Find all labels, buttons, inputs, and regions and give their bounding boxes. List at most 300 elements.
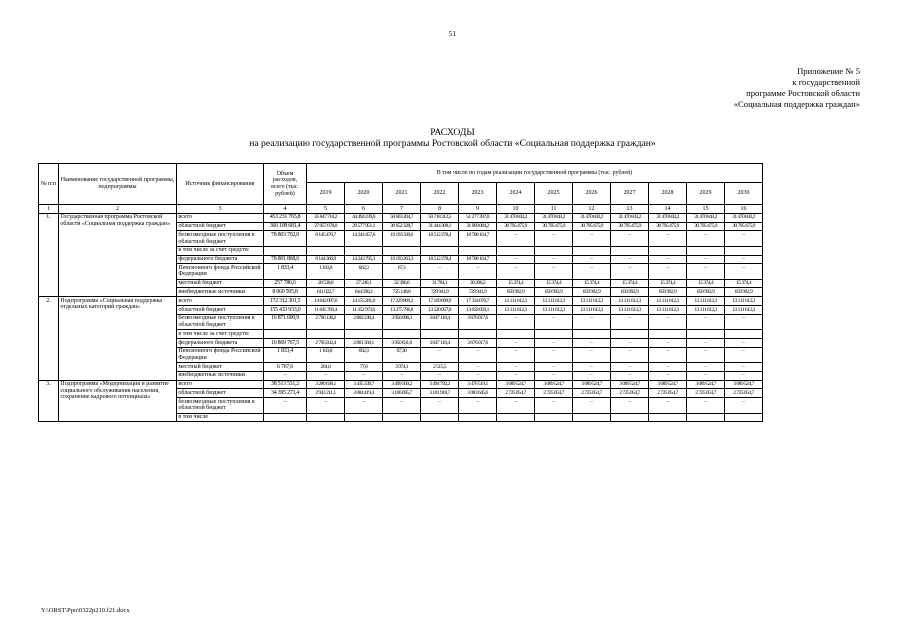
year-amount bbox=[649, 246, 687, 255]
funding-source: областной бюджет bbox=[177, 389, 264, 398]
year-amount: 31 470 843,2 bbox=[649, 213, 687, 222]
year-amount: 13 111 612,3 bbox=[725, 297, 763, 306]
document-title-block bbox=[0, 127, 905, 149]
year-amount: 13 111 612,3 bbox=[687, 297, 725, 306]
funding-source: внебюджетные источники bbox=[177, 288, 264, 297]
year-amount: 659 992,9 bbox=[649, 288, 687, 297]
year-amount: 31 809 084,2 bbox=[459, 222, 497, 231]
column-number: 9 bbox=[459, 205, 497, 214]
year-amount: 11 352 973,6 bbox=[345, 306, 383, 315]
year-amount: 31 470 843,2 bbox=[497, 213, 535, 222]
year-amount: – bbox=[497, 314, 535, 329]
column-number: 1 bbox=[39, 205, 59, 214]
column-number: 4 bbox=[264, 205, 307, 214]
year-amount: – bbox=[497, 398, 535, 413]
year-amount: – bbox=[611, 338, 649, 347]
year-amount: – bbox=[497, 371, 535, 380]
year-amount: 30 795 475,9 bbox=[611, 222, 649, 231]
total-amount: – bbox=[264, 398, 307, 413]
total-amount: 1 833,4 bbox=[264, 264, 307, 279]
year-amount: 17 334 076,7 bbox=[459, 297, 497, 306]
year-amount: 3 647 118,4 bbox=[421, 338, 459, 347]
row-number: 3. bbox=[39, 380, 59, 422]
year-amount bbox=[497, 413, 535, 422]
header-source: Источник финансирования bbox=[177, 164, 264, 205]
total-amount: 38 513 531,2 bbox=[264, 380, 307, 389]
year-amount: 13 111 612,3 bbox=[649, 297, 687, 306]
year-amount: 3 101 918,7 bbox=[421, 389, 459, 398]
year-amount: 13 658 059,1 bbox=[459, 306, 497, 315]
year-amount: – bbox=[649, 314, 687, 329]
year-amount: 13 520 057,0 bbox=[421, 306, 459, 315]
year-amount: 27 057 678,0 bbox=[307, 222, 345, 231]
year-amount bbox=[573, 413, 611, 422]
year-amount: – bbox=[497, 255, 535, 264]
year-amount bbox=[725, 330, 763, 339]
year-amount: – bbox=[573, 363, 611, 372]
header-year: 2026 bbox=[573, 183, 611, 205]
year-amount: – bbox=[649, 231, 687, 246]
header-year: 2028 bbox=[649, 183, 687, 205]
year-amount: – bbox=[573, 314, 611, 329]
year-amount: – bbox=[611, 347, 649, 362]
year-amount: – bbox=[687, 398, 725, 413]
year-amount: – bbox=[573, 264, 611, 279]
year-amount: – bbox=[573, 347, 611, 362]
total-amount: 34 395 273,4 bbox=[264, 389, 307, 398]
year-amount: – bbox=[459, 264, 497, 279]
header-name: Наименование государственной программы, подпрограммы bbox=[59, 164, 177, 205]
year-amount: 3 499 569,2 bbox=[383, 380, 421, 389]
total-amount: 78 803 702,0 bbox=[264, 231, 307, 246]
total-amount: 1 833,4 bbox=[264, 347, 307, 362]
year-amount: 3 089 524,7 bbox=[611, 380, 649, 389]
program-name: Подпрограмма «Модернизация и развитие социального обслуживания населения, сохранение кадрового потенциала» bbox=[59, 380, 177, 422]
year-amount: – bbox=[421, 264, 459, 279]
funding-source: в том числе за счет средств: bbox=[177, 246, 264, 255]
header-year: 2022 bbox=[421, 183, 459, 205]
year-amount: – bbox=[497, 347, 535, 362]
year-amount: 30 652 328,7 bbox=[383, 222, 421, 231]
funding-source: областной бюджет bbox=[177, 306, 264, 315]
year-amount: 27 240,1 bbox=[345, 279, 383, 288]
total-amount: 172 312 301,5 bbox=[264, 297, 307, 306]
year-amount: 2 802 230,4 bbox=[345, 314, 383, 329]
year-amount bbox=[611, 330, 649, 339]
year-amount: 19 193 330,6 bbox=[383, 231, 421, 246]
year-amount: – bbox=[573, 255, 611, 264]
year-amount: – bbox=[459, 363, 497, 372]
year-amount: 611 022,7 bbox=[307, 288, 345, 297]
column-number: 3 bbox=[177, 205, 264, 214]
year-amount bbox=[459, 413, 497, 422]
year-amount: – bbox=[725, 255, 763, 264]
column-number: 10 bbox=[497, 205, 535, 214]
year-amount: 13 111 612,3 bbox=[611, 306, 649, 315]
year-amount: 44 494 239,0 bbox=[345, 213, 383, 222]
year-amount: – bbox=[611, 398, 649, 413]
year-amount: – bbox=[725, 338, 763, 347]
year-amount: 2 725 054,7 bbox=[649, 389, 687, 398]
table-row bbox=[39, 213, 763, 222]
year-amount: 19 193 263,3 bbox=[383, 255, 421, 264]
year-amount: – bbox=[459, 347, 497, 362]
total-amount bbox=[264, 413, 307, 422]
year-amount: – bbox=[383, 398, 421, 413]
year-amount: – bbox=[725, 264, 763, 279]
header-num: № п/п bbox=[39, 164, 59, 205]
year-amount: – bbox=[421, 398, 459, 413]
appendix-line: Приложение № 5 bbox=[797, 66, 860, 76]
year-amount bbox=[611, 246, 649, 255]
year-amount bbox=[649, 330, 687, 339]
header-year: 2020 bbox=[345, 183, 383, 205]
document-title: РАСХОДЫ bbox=[430, 127, 475, 138]
year-amount: 30 795 475,9 bbox=[687, 222, 725, 231]
year-amount bbox=[535, 413, 573, 422]
year-amount: 662,3 bbox=[345, 264, 383, 279]
year-amount: 659 992,9 bbox=[611, 288, 649, 297]
header-total: Объем расходов, всего (тыс. рублей) bbox=[264, 164, 307, 205]
year-amount: 31 470 843,2 bbox=[535, 213, 573, 222]
total-amount: 8 060 595,8 bbox=[264, 288, 307, 297]
year-amount: 2 725 054,7 bbox=[573, 389, 611, 398]
year-amount: 31 470 843,2 bbox=[725, 213, 763, 222]
year-amount: – bbox=[497, 338, 535, 347]
year-amount: 659 992,9 bbox=[573, 288, 611, 297]
year-amount: 31 470 843,2 bbox=[687, 213, 725, 222]
year-amount bbox=[725, 413, 763, 422]
year-amount bbox=[497, 330, 535, 339]
year-amount bbox=[687, 413, 725, 422]
year-amount: – bbox=[535, 255, 573, 264]
year-amount: 15 374,4 bbox=[649, 279, 687, 288]
column-number: 6 bbox=[345, 205, 383, 214]
year-amount: 17 229 869,2 bbox=[383, 297, 421, 306]
year-amount: 18 708 164,7 bbox=[459, 231, 497, 246]
year-amount: 15 374,4 bbox=[687, 279, 725, 288]
column-number: 7 bbox=[383, 205, 421, 214]
year-amount: – bbox=[687, 264, 725, 279]
year-amount: 2 725 054,7 bbox=[535, 389, 573, 398]
year-amount: – bbox=[611, 371, 649, 380]
year-amount: 31 784,1 bbox=[421, 279, 459, 288]
page-number: 51 bbox=[448, 29, 457, 38]
year-amount: 50 718 312,5 bbox=[421, 213, 459, 222]
column-number: 15 bbox=[687, 205, 725, 214]
year-amount: – bbox=[725, 314, 763, 329]
year-amount bbox=[459, 246, 497, 255]
program-name: Государственная программа Ростовской области «Социальная поддержка граждан» bbox=[59, 213, 177, 296]
total-amount: 16 871 600,9 bbox=[264, 314, 307, 329]
year-amount: – bbox=[687, 255, 725, 264]
year-amount: – bbox=[421, 371, 459, 380]
header-year: 2019 bbox=[307, 183, 345, 205]
year-amount: 13 111 612,3 bbox=[497, 306, 535, 315]
year-amount: 35 847 710,2 bbox=[307, 213, 345, 222]
year-amount: – bbox=[687, 338, 725, 347]
header-year: 2023 bbox=[459, 183, 497, 205]
year-amount: 14 243 795,3 bbox=[345, 255, 383, 264]
year-amount: 3 950 098,3 bbox=[383, 314, 421, 329]
row-number: 2. bbox=[39, 297, 59, 380]
year-amount bbox=[421, 413, 459, 422]
year-amount bbox=[649, 413, 687, 422]
total-amount bbox=[264, 246, 307, 255]
year-amount: 729 941,9 bbox=[459, 288, 497, 297]
year-amount: 3 089 524,7 bbox=[573, 380, 611, 389]
year-amount: 201,0 bbox=[307, 363, 345, 372]
total-amount: – bbox=[264, 371, 307, 380]
column-number: 13 bbox=[611, 205, 649, 214]
column-number: 2 bbox=[59, 205, 177, 214]
year-amount: 67,30 bbox=[383, 347, 421, 362]
year-amount bbox=[307, 246, 345, 255]
year-amount: 3 084 419,4 bbox=[345, 389, 383, 398]
year-amount: – bbox=[383, 371, 421, 380]
year-amount: 13 275 796,8 bbox=[383, 306, 421, 315]
total-amount bbox=[264, 330, 307, 339]
funding-source: безвозмездные поступления в областной бюджет bbox=[177, 231, 264, 246]
year-amount: – bbox=[497, 363, 535, 372]
year-amount: – bbox=[725, 363, 763, 372]
table-row bbox=[39, 380, 763, 389]
year-amount bbox=[687, 330, 725, 339]
year-amount: 8 144 366,9 bbox=[307, 255, 345, 264]
year-amount: – bbox=[535, 314, 573, 329]
funding-source: в том числе за счет средств: bbox=[177, 330, 264, 339]
funding-source: в том числе bbox=[177, 413, 264, 422]
year-amount: 18 512 278,4 bbox=[421, 231, 459, 246]
year-amount: 15 374,4 bbox=[725, 279, 763, 288]
year-amount: 50 603 204,7 bbox=[383, 213, 421, 222]
column-number: 14 bbox=[649, 205, 687, 214]
program-name: Подпрограмма «Социальная поддержка отдельных категорий граждан» bbox=[59, 297, 177, 380]
year-amount: – bbox=[421, 347, 459, 362]
year-amount: 659 992,9 bbox=[687, 288, 725, 297]
year-amount: 11 845 760,4 bbox=[307, 306, 345, 315]
year-amount: 725 148,8 bbox=[383, 288, 421, 297]
row-number: 1. bbox=[39, 213, 59, 296]
funding-source: федерального бюджета bbox=[177, 338, 264, 347]
year-amount: – bbox=[345, 371, 383, 380]
year-amount: 2 796 136,2 bbox=[307, 314, 345, 329]
year-amount: 3 950 031,0 bbox=[383, 338, 421, 347]
funding-source: всего bbox=[177, 297, 264, 306]
year-amount: – bbox=[459, 398, 497, 413]
funding-source: безвозмездные поступления в областной бюджет bbox=[177, 314, 264, 329]
year-amount: – bbox=[649, 255, 687, 264]
year-amount: – bbox=[535, 347, 573, 362]
year-amount: – bbox=[307, 371, 345, 380]
year-amount: 2 725 054,7 bbox=[725, 389, 763, 398]
year-amount: – bbox=[497, 264, 535, 279]
year-amount: 3 494 792,2 bbox=[421, 380, 459, 389]
column-number: 16 bbox=[725, 205, 763, 214]
header-year: 2027 bbox=[611, 183, 649, 205]
year-amount bbox=[459, 330, 497, 339]
year-amount: 1 103,8 bbox=[307, 347, 345, 362]
year-amount: 2 725 054,7 bbox=[687, 389, 725, 398]
year-amount bbox=[307, 330, 345, 339]
year-amount: – bbox=[725, 398, 763, 413]
year-amount: 13 111 612,3 bbox=[687, 306, 725, 315]
year-amount bbox=[383, 330, 421, 339]
year-amount: – bbox=[573, 231, 611, 246]
year-amount: 13 111 612,3 bbox=[573, 297, 611, 306]
year-amount bbox=[573, 330, 611, 339]
year-amount: – bbox=[649, 371, 687, 380]
year-amount: 15 374,4 bbox=[535, 279, 573, 288]
year-amount: 3 435 339,7 bbox=[345, 380, 383, 389]
year-amount: 8 145 470,7 bbox=[307, 231, 345, 246]
year-amount: 18 708 164,7 bbox=[459, 255, 497, 264]
year-amount: 29 577 951,1 bbox=[345, 222, 383, 231]
total-amount: 6 767,6 bbox=[264, 363, 307, 372]
year-amount: 13 111 612,3 bbox=[573, 306, 611, 315]
column-number: 5 bbox=[307, 205, 345, 214]
year-amount: 15 374,4 bbox=[497, 279, 535, 288]
year-amount: 32 396,6 bbox=[383, 279, 421, 288]
year-amount: 31 470 843,2 bbox=[611, 213, 649, 222]
year-amount: 28 538,8 bbox=[307, 279, 345, 288]
header-year: 2029 bbox=[687, 183, 725, 205]
year-amount: 14 244 457,6 bbox=[345, 231, 383, 246]
year-amount bbox=[383, 413, 421, 422]
year-amount: 13 111 612,3 bbox=[611, 297, 649, 306]
year-amount: – bbox=[725, 371, 763, 380]
year-amount: 3 676 017,6 bbox=[459, 314, 497, 329]
year-amount: 729 941,9 bbox=[421, 288, 459, 297]
year-amount: 659 992,9 bbox=[497, 288, 535, 297]
year-amount: 662,3 bbox=[345, 347, 383, 362]
year-amount: – bbox=[687, 363, 725, 372]
year-amount: 1 103,8 bbox=[307, 264, 345, 279]
year-amount: 13 111 612,3 bbox=[535, 306, 573, 315]
year-amount: 13 111 612,3 bbox=[725, 306, 763, 315]
year-amount: – bbox=[611, 231, 649, 246]
year-amount: 31 444 308,1 bbox=[421, 222, 459, 231]
year-amount: 3 089 524,7 bbox=[497, 380, 535, 389]
year-amount: – bbox=[649, 264, 687, 279]
year-amount: – bbox=[649, 398, 687, 413]
year-amount: – bbox=[535, 398, 573, 413]
year-amount: – bbox=[345, 398, 383, 413]
year-amount: – bbox=[535, 363, 573, 372]
year-amount: 3 089 524,7 bbox=[535, 380, 573, 389]
year-amount: 14 642 097,6 bbox=[307, 297, 345, 306]
expenses-table bbox=[38, 163, 763, 422]
year-amount: 2 725 054,7 bbox=[497, 389, 535, 398]
year-amount: 13 111 612,3 bbox=[535, 297, 573, 306]
year-amount: – bbox=[497, 231, 535, 246]
year-amount: – bbox=[649, 363, 687, 372]
year-amount: – bbox=[611, 264, 649, 279]
column-number: 11 bbox=[535, 205, 573, 214]
year-amount: 2 725 054,7 bbox=[611, 389, 649, 398]
year-amount: 3 280 638,1 bbox=[307, 380, 345, 389]
table-row bbox=[39, 297, 763, 306]
year-amount: – bbox=[535, 371, 573, 380]
year-amount: 30 206,2 bbox=[459, 279, 497, 288]
year-amount: 3 974,1 bbox=[383, 363, 421, 372]
year-amount bbox=[383, 246, 421, 255]
year-amount: 14 155 281,0 bbox=[345, 297, 383, 306]
year-amount: – bbox=[573, 398, 611, 413]
year-amount: – bbox=[649, 338, 687, 347]
year-amount: – bbox=[687, 314, 725, 329]
year-amount: 2 943 211,1 bbox=[307, 389, 345, 398]
year-amount bbox=[345, 413, 383, 422]
year-amount: – bbox=[611, 255, 649, 264]
year-amount bbox=[421, 330, 459, 339]
funding-source: внебюджетные источники bbox=[177, 371, 264, 380]
year-amount: – bbox=[649, 347, 687, 362]
funding-source: Пенсионного фонда Российской Федерации bbox=[177, 264, 264, 279]
year-amount: – bbox=[307, 398, 345, 413]
year-amount: – bbox=[573, 338, 611, 347]
year-amount bbox=[687, 246, 725, 255]
funding-source: всего bbox=[177, 213, 264, 222]
year-amount bbox=[421, 246, 459, 255]
year-amount: 67,3 bbox=[383, 264, 421, 279]
year-amount: 659 992,9 bbox=[535, 288, 573, 297]
header-year: 2024 bbox=[497, 183, 535, 205]
year-amount bbox=[307, 413, 345, 422]
year-amount: 13 111 612,3 bbox=[497, 297, 535, 306]
year-amount: – bbox=[611, 314, 649, 329]
year-amount: 3 676 017,6 bbox=[459, 338, 497, 347]
year-amount: 3 647 118,4 bbox=[421, 314, 459, 329]
header-years-group: В том числе по годам реализации государственной программы (тыс. рублей) bbox=[307, 164, 763, 183]
header-year: 2030 bbox=[725, 183, 763, 205]
year-amount: 3 089 524,7 bbox=[649, 380, 687, 389]
year-amount: 2 515,5 bbox=[421, 363, 459, 372]
document-subtitle: на реализацию государственной программы Ростовской области «Социальная поддержка граждан» bbox=[249, 138, 656, 149]
year-amount: – bbox=[573, 371, 611, 380]
year-amount bbox=[535, 330, 573, 339]
year-amount bbox=[573, 246, 611, 255]
funding-source: безвозмездные поступления в областной бюджет bbox=[177, 398, 264, 413]
year-amount: – bbox=[687, 347, 725, 362]
funding-source: федерального бюджета bbox=[177, 255, 264, 264]
year-amount bbox=[611, 413, 649, 422]
year-amount: 644 590,2 bbox=[345, 288, 383, 297]
total-amount: 366 109 681,4 bbox=[264, 222, 307, 231]
year-amount: 3 089 524,7 bbox=[725, 380, 763, 389]
funding-source: местный бюджет bbox=[177, 363, 264, 372]
column-number: 8 bbox=[421, 205, 459, 214]
funding-source: всего bbox=[177, 380, 264, 389]
year-amount: – bbox=[687, 231, 725, 246]
header-year: 2025 bbox=[535, 183, 573, 205]
appendix-line: программе Ростовской области bbox=[746, 88, 860, 98]
year-amount: 30 795 475,9 bbox=[535, 222, 573, 231]
year-amount: 30 795 475,9 bbox=[573, 222, 611, 231]
year-amount: – bbox=[725, 231, 763, 246]
header-year: 2021 bbox=[383, 183, 421, 205]
appendix-heading bbox=[734, 66, 860, 110]
appendix-line: «Социальная поддержка граждан» bbox=[733, 99, 860, 109]
year-amount: 15 374,4 bbox=[611, 279, 649, 288]
year-amount: 30 795 475,9 bbox=[649, 222, 687, 231]
file-path-footer: Y:\ORST\Ppo\0322p210.f21.docx bbox=[41, 607, 130, 614]
total-amount: 16 869 767,5 bbox=[264, 338, 307, 347]
funding-source: областной бюджет bbox=[177, 222, 264, 231]
column-number: 12 bbox=[573, 205, 611, 214]
year-amount: – bbox=[687, 371, 725, 380]
year-amount: – bbox=[725, 347, 763, 362]
